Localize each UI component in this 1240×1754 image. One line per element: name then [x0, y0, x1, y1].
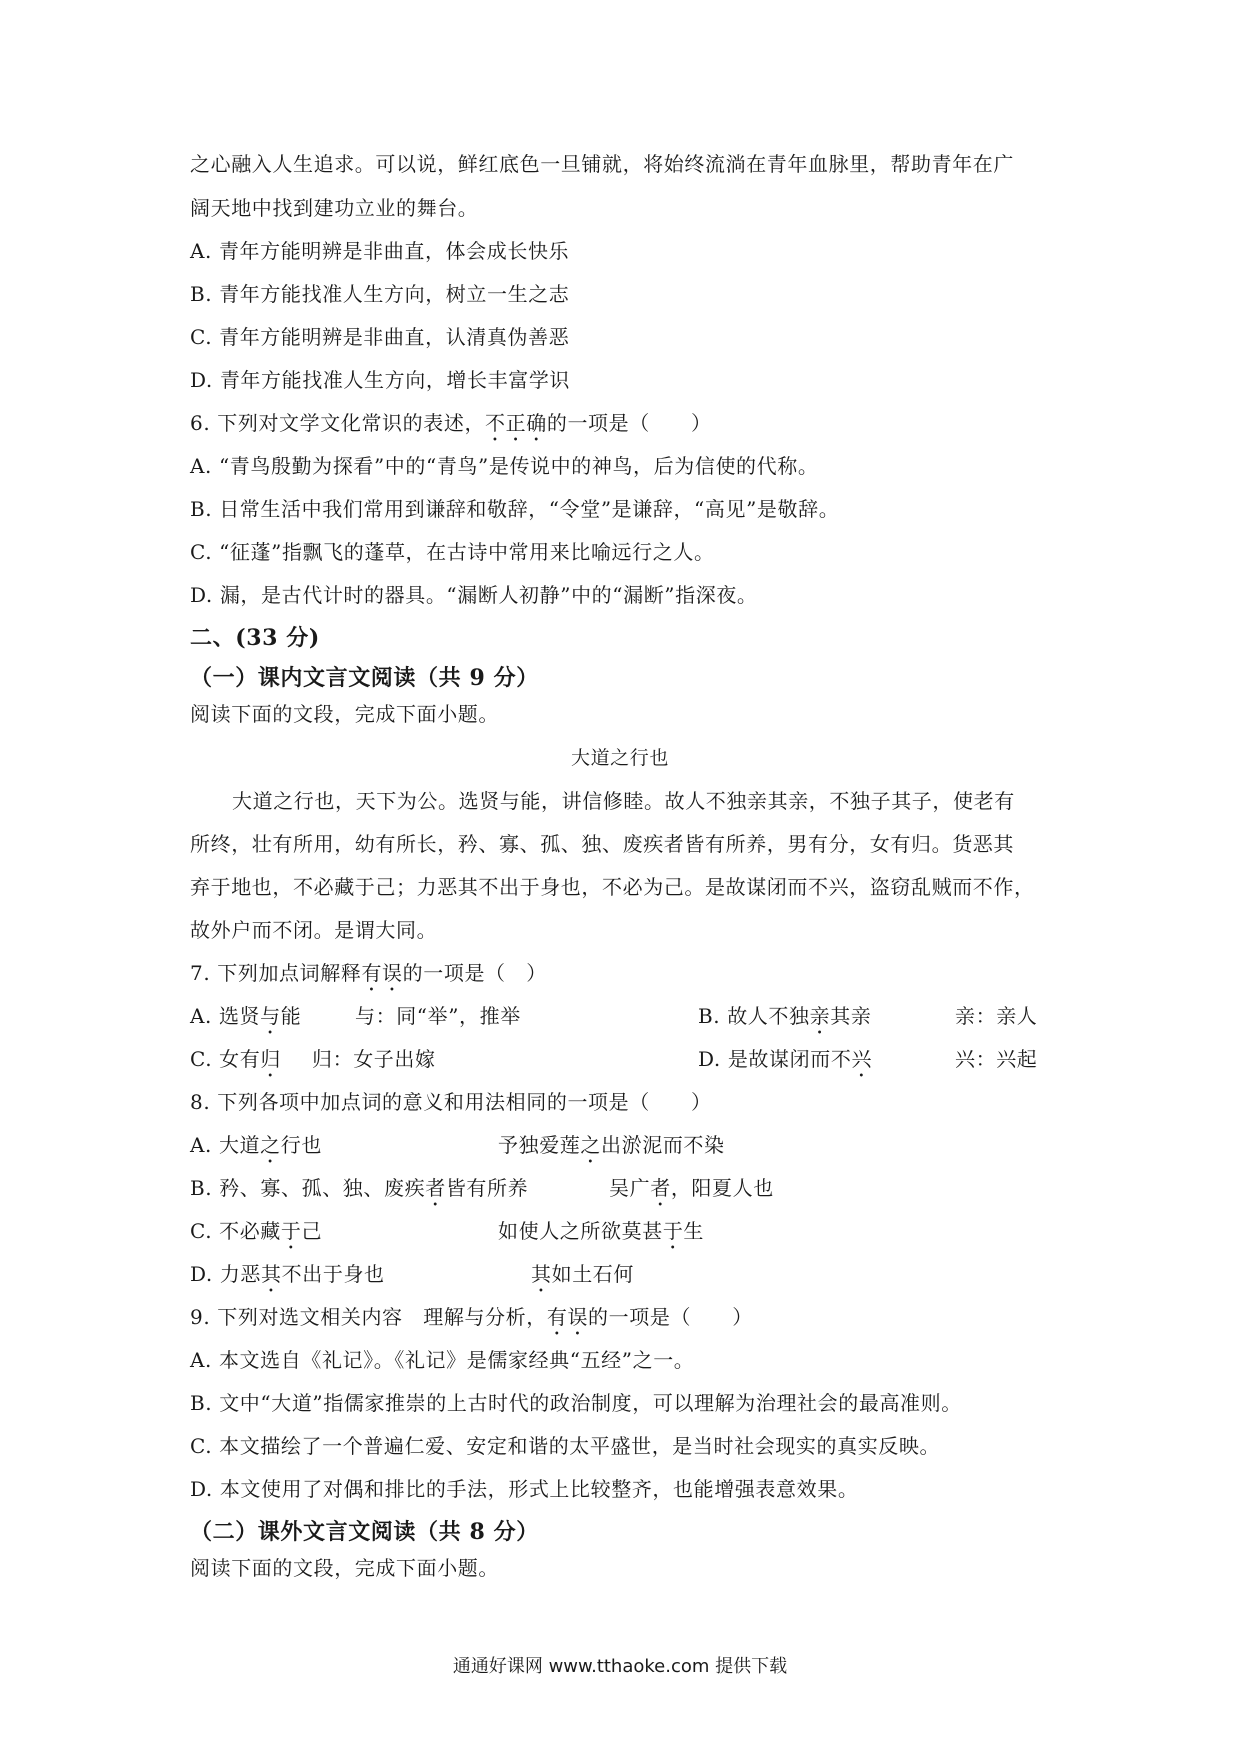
q7-option-a: [190, 1002, 301, 1039]
q7-b-post: 其亲: [830, 1004, 872, 1028]
q7-stem: [190, 959, 547, 996]
q5-option-a: A. 青年方能明辨是非曲直，体会成长快乐: [190, 239, 570, 263]
q8-stem: 8. 下列各项中加点词的意义和用法相同的一项是（ ）: [190, 1090, 712, 1114]
q7-option-c-explanation: 归：女子出嫁: [312, 1047, 436, 1071]
q8-option-d-second: [531, 1260, 634, 1297]
q8-b1-pre: B. 矜、寡、孤、独、废疾: [190, 1176, 426, 1200]
q7-c-dot: 归: [260, 1047, 281, 1071]
q8-a1-post: 行也: [280, 1133, 322, 1157]
q7-option-a-explanation: 与：同“举”，推举: [355, 1004, 521, 1028]
q8-b1-post: 皆有所养: [445, 1176, 529, 1200]
q9-stem-emphasis: 有误: [546, 1305, 589, 1329]
continuation-line-2: 阔天地中找到建功立业的舞台。: [190, 196, 479, 220]
q7-a-dot: 与: [260, 1004, 281, 1028]
q6-stem-pre: 6. 下列对文学文化常识的表述，: [190, 411, 486, 435]
q8-a2-pre: 予独爱莲: [498, 1133, 581, 1157]
q8-b2-pre: 吴广: [609, 1176, 651, 1200]
q7-a-post: 能: [280, 1004, 302, 1028]
q8-option-b-second: [609, 1174, 774, 1211]
section-2b-instruction: 阅读下面的文段，完成下面小题。: [190, 1556, 499, 1580]
q8-b2-post: ，阳夏人也: [670, 1176, 774, 1200]
q8-option-c-first: [190, 1217, 322, 1254]
q6-option-d: D. 漏，是古代计时的器具。“漏断人初静”中的“漏断”指深夜。: [190, 583, 758, 607]
q7-d-pre: D. 是故谋闭而不: [698, 1047, 852, 1071]
passage-line-4: 故外户而不闭。是谓大同。: [190, 918, 438, 942]
passage-title: 大道之行也: [570, 747, 669, 769]
q7-option-c: [190, 1045, 281, 1082]
q5-option-d: D. 青年方能找准人生方向，增长丰富学识: [190, 368, 571, 392]
passage-line-1: 大道之行也，天下为公。选贤与能，讲信修睦。故人不独亲其亲，不独子其子，使老有: [232, 789, 1015, 813]
q8-c1-post: 己: [301, 1219, 323, 1243]
q6-option-b: B. 日常生活中我们常用到谦辞和敬辞，“令堂”是谦辞，“高见”是敬辞。: [190, 497, 840, 521]
passage-line-2: 所终，壮有所用，幼有所长，矜、寡、孤、独、废疾者皆有所养，男有分，女有归。货恶其: [190, 832, 1014, 856]
q7-option-b-explanation: 亲：亲人: [955, 1004, 1038, 1028]
q5-option-c: C. 青年方能明辨是非曲直，认清真伪善恶: [190, 325, 570, 349]
q7-a-pre: A. 选贤: [190, 1004, 261, 1028]
q8-c2-pre: 如使人之所欲莫甚: [498, 1219, 663, 1243]
section-2-title: 二、(33 分): [190, 625, 320, 651]
q5-option-b: B. 青年方能找准人生方向，树立一生之志: [190, 282, 570, 306]
q9-option-c: C. 本文描绘了一个普遍仁爱、安定和谐的太平盛世，是当时社会现实的真实反映。: [190, 1434, 941, 1458]
q8-option-b-first: [190, 1174, 528, 1211]
q6-stem-post: 的一项是（ ）: [546, 411, 712, 435]
q7-stem-pre: 7. 下列加点词解释: [190, 961, 362, 985]
q8-option-c-second: [498, 1217, 704, 1254]
q8-c1-dot: 于: [280, 1219, 302, 1243]
q9-option-b: B. 文中“大道”指儒家推崇的上古时代的政治制度，可以理解为治理社会的最高准则。: [190, 1391, 962, 1415]
q8-option-d-first: [190, 1260, 385, 1297]
q8-b1-dot: 者: [425, 1176, 446, 1200]
q8-d1-pre: D. 力恶: [190, 1262, 262, 1286]
q6-option-a: A. “青鸟殷勤为探看”中的“青鸟”是传说中的神鸟，后为信使的代称。: [190, 454, 819, 478]
q8-option-a-first: [190, 1131, 322, 1168]
q7-b-dot: 亲: [809, 1004, 831, 1028]
q8-d1-dot: 其: [261, 1262, 282, 1286]
q8-c2-post: 生: [683, 1219, 705, 1243]
q7-stem-emphasis: 有误: [361, 961, 403, 985]
q9-stem-pre: 9. 下列对选文相关内容 理解与分析，: [190, 1305, 547, 1329]
q8-d1-post: 不出于身也: [281, 1262, 385, 1286]
q6-stem-emphasis: 不正确: [485, 411, 547, 435]
q8-c1-pre: C. 不必藏: [190, 1219, 281, 1243]
footer-watermark: 通通好课网 www.tthaoke.com 提供下载: [452, 1656, 788, 1677]
q7-option-b: [698, 1002, 871, 1039]
continuation-line-1: 之心融入人生追求。可以说，鲜红底色一旦铺就，将始终流淌在青年血脉里，帮助青年在广: [190, 152, 1014, 176]
q7-d-dot: 兴: [851, 1047, 873, 1071]
q8-a1-pre: A. 大道: [190, 1133, 261, 1157]
q8-b2-dot: 者: [650, 1176, 671, 1200]
section-2-sub1-title: （一）课内文言文阅读（共 9 分）: [190, 665, 539, 691]
q9-stem: [190, 1303, 753, 1340]
q8-a1-dot: 之: [260, 1133, 281, 1157]
q8-a2-dot: 之: [580, 1133, 602, 1157]
q7-b-pre: B. 故人不独: [698, 1004, 810, 1028]
q8-c2-dot: 于: [662, 1219, 684, 1243]
q9-option-d: D. 本文使用了对偶和排比的手法，形式上比较整齐，也能增强表意效果。: [190, 1477, 859, 1501]
q9-stem-post: 的一项是（ ）: [588, 1305, 753, 1329]
q7-stem-post: 的一项是（ ）: [402, 961, 547, 985]
q9-option-a: A. 本文选自《礼记》。《礼记》是儒家经典“五经”之一。: [190, 1348, 695, 1372]
q8-d2-dot: 其: [531, 1262, 552, 1286]
section-2-sub2-title: （二）课外文言文阅读（共 8 分）: [190, 1519, 539, 1545]
q8-d2-post: 如土石何: [551, 1262, 635, 1286]
q7-option-d: [698, 1045, 872, 1082]
section-2-instruction: 阅读下面的文段，完成下面小题。: [190, 702, 499, 726]
q7-option-d-explanation: 兴：兴起: [955, 1047, 1038, 1071]
q7-c-pre: C. 女有: [190, 1047, 261, 1071]
passage-line-3: 弃于地也，不必藏于己；力恶其不出于身也，不必为己。是故谋闭而不兴，盗窃乱贼而不作，: [190, 875, 1035, 899]
q6-stem: [190, 409, 712, 446]
q6-option-c: C. “征蓬”指飘飞的蓬草，在古诗中常用来比喻远行之人。: [190, 540, 715, 564]
q8-option-a-second: [498, 1131, 725, 1168]
q8-a2-post: 出淤泥而不染: [601, 1133, 725, 1157]
